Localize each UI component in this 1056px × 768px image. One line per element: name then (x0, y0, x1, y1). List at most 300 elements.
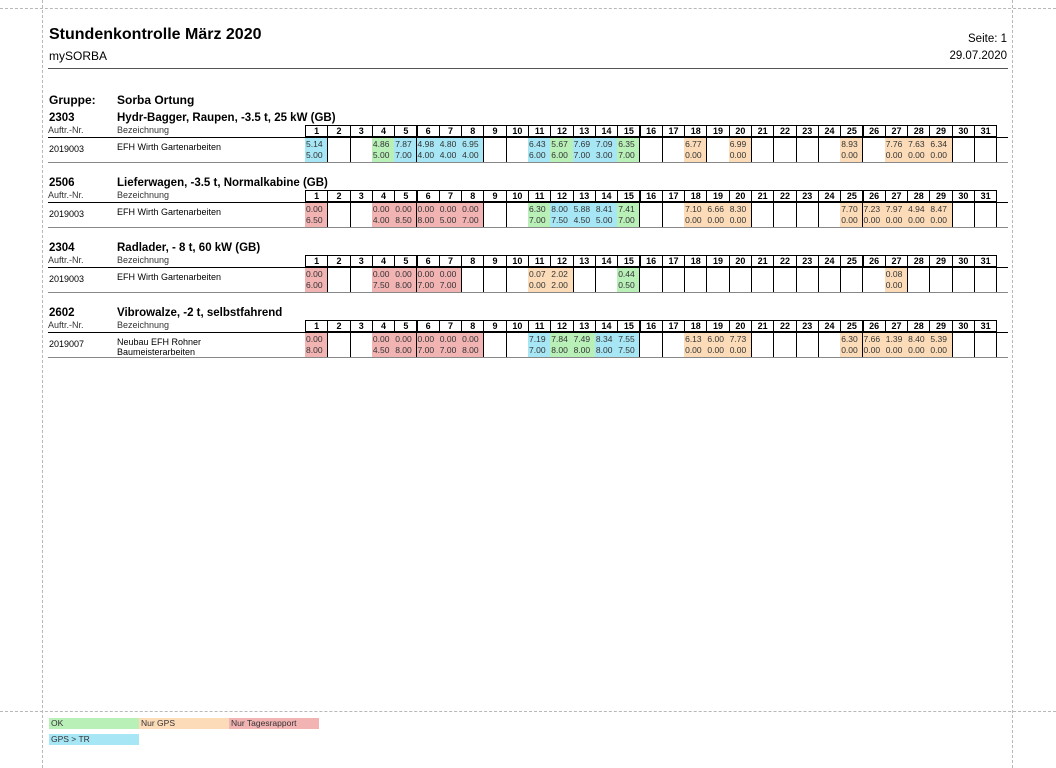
report-hours: 0.00 (863, 345, 881, 355)
day-cell (706, 203, 729, 227)
report-subtitle: mySORBA (49, 49, 108, 63)
report-hours: 0.00 (930, 150, 947, 160)
day-header: 7 (439, 320, 462, 332)
day-cell (417, 268, 440, 292)
day-cell (394, 333, 417, 357)
gps-hours: 0.00 (439, 269, 457, 279)
day-cell (840, 268, 863, 292)
report-hours: 8.00 (395, 280, 412, 290)
gps-hours: 6.30 (529, 204, 546, 214)
day-cell (439, 203, 462, 227)
day-header: 3 (350, 320, 373, 332)
gps-hours: 0.00 (395, 204, 412, 214)
day-cell (929, 333, 952, 357)
day-header: 15 (617, 320, 640, 332)
gps-hours: 0.00 (372, 204, 390, 214)
gps-hours: 0.00 (439, 204, 457, 214)
day-cell (863, 333, 886, 357)
day-header: 16 (640, 190, 663, 202)
day-header: 31 (974, 190, 997, 202)
day-cell (684, 203, 707, 227)
day-cell (439, 333, 462, 357)
gps-hours: 0.00 (395, 269, 412, 279)
report-hours: 6.00 (551, 150, 568, 160)
day-header: 16 (640, 320, 663, 332)
gps-hours: 0.00 (372, 269, 390, 279)
description-line: EFH Wirth Gartenarbeiten (117, 272, 222, 282)
gps-hours: 7.19 (529, 334, 546, 344)
day-cell (417, 333, 440, 357)
report-hours: 7.00 (618, 215, 635, 225)
day-cell (573, 138, 596, 162)
day-header: 18 (684, 190, 707, 202)
gps-hours: 4.86 (372, 139, 390, 149)
day-header: 11 (528, 255, 551, 267)
day-header: 17 (662, 255, 685, 267)
legend-gps-only: Nur GPS (139, 718, 229, 729)
gps-hours: 6.66 (707, 204, 724, 214)
day-header: 31 (974, 125, 997, 137)
day-header: 7 (439, 125, 462, 137)
report-hours: 0.00 (885, 345, 903, 355)
description-line: Neubau EFH Rohner (117, 337, 202, 347)
header-divider (48, 68, 1008, 69)
row-bottom-rule (48, 357, 1008, 358)
day-cell (818, 203, 841, 227)
report-hours: 0.00 (885, 280, 903, 290)
day-header: 13 (573, 190, 596, 202)
day-cell (662, 203, 685, 227)
day-header: 17 (662, 190, 685, 202)
gps-hours: 7.63 (908, 139, 925, 149)
gps-hours: 0.07 (529, 269, 546, 279)
report-hours: 2.00 (551, 280, 568, 290)
day-cell (595, 333, 618, 357)
day-header: 18 (684, 320, 707, 332)
day-cell (350, 203, 373, 227)
day-header: 8 (461, 320, 484, 332)
day-cell (528, 138, 551, 162)
day-cell (350, 268, 373, 292)
day-cell (305, 138, 328, 162)
day-cell (372, 268, 395, 292)
day-header: 19 (706, 255, 729, 267)
day-header: 22 (773, 320, 796, 332)
day-cell (818, 333, 841, 357)
day-cell (483, 268, 506, 292)
page-margin-left (42, 0, 43, 768)
day-header: 5 (394, 255, 417, 267)
day-header: 21 (751, 255, 774, 267)
report-hours: 7.50 (372, 280, 390, 290)
gps-hours: 0.00 (306, 269, 323, 279)
day-cell (327, 203, 350, 227)
gps-hours: 1.39 (885, 334, 903, 344)
day-header: 29 (929, 320, 952, 332)
day-header: 9 (483, 125, 506, 137)
day-header: 3 (350, 125, 373, 137)
day-header: 7 (439, 255, 462, 267)
gps-hours: 0.00 (417, 334, 435, 344)
day-cell (573, 203, 596, 227)
day-cell (885, 138, 908, 162)
day-cell (550, 268, 573, 292)
day-cell (907, 203, 930, 227)
day-cell (640, 138, 663, 162)
day-header: 2 (327, 125, 350, 137)
day-header: 26 (863, 255, 886, 267)
day-cell (684, 268, 707, 292)
day-header: 8 (461, 255, 484, 267)
report-hours: 7.00 (439, 280, 457, 290)
report-hours: 8.00 (462, 345, 479, 355)
gps-hours: 8.93 (841, 139, 858, 149)
day-header: 28 (907, 190, 930, 202)
day-header: 25 (840, 255, 863, 267)
day-header: 23 (796, 190, 819, 202)
page-number: Seite: 1 (968, 33, 1007, 45)
machine-block (48, 242, 1008, 302)
report-hours: 8.00 (595, 345, 613, 355)
day-header: 31 (974, 320, 997, 332)
gps-hours: 6.95 (462, 139, 479, 149)
day-cell (751, 203, 774, 227)
day-header: 20 (729, 320, 752, 332)
gps-hours: 7.97 (885, 204, 903, 214)
day-header: 20 (729, 190, 752, 202)
day-cell (974, 138, 997, 162)
day-cell (417, 138, 440, 162)
report-hours: 0.00 (729, 215, 747, 225)
day-cell (417, 203, 440, 227)
day-header: 1 (305, 125, 328, 137)
day-header: 24 (818, 125, 841, 137)
gps-hours: 7.87 (395, 139, 412, 149)
gps-hours: 5.67 (551, 139, 568, 149)
report-hours: 0.00 (930, 215, 947, 225)
legend-tr-only: Nur Tagesrapport (229, 718, 319, 729)
day-cell (885, 268, 908, 292)
day-header: 10 (506, 190, 529, 202)
day-cell (684, 333, 707, 357)
day-cell (840, 333, 863, 357)
day-cell (595, 268, 618, 292)
row-bottom-rule (48, 162, 1008, 163)
day-header: 19 (706, 190, 729, 202)
day-cell (907, 333, 930, 357)
day-header: 19 (706, 320, 729, 332)
report-hours: 8.00 (395, 345, 412, 355)
day-header: 24 (818, 255, 841, 267)
gps-hours: 7.76 (885, 139, 903, 149)
day-cell (640, 268, 663, 292)
day-header: 22 (773, 255, 796, 267)
day-header: 21 (751, 125, 774, 137)
day-header: 18 (684, 255, 707, 267)
day-header: 10 (506, 125, 529, 137)
day-cell (952, 138, 975, 162)
report-hours: 8.00 (551, 345, 568, 355)
order-description (117, 142, 221, 152)
report-hours: 0.00 (908, 215, 925, 225)
day-cell (640, 333, 663, 357)
gps-hours: 0.00 (306, 334, 323, 344)
day-header: 13 (573, 255, 596, 267)
gps-hours: 8.34 (595, 334, 613, 344)
report-hours: 5.00 (439, 215, 457, 225)
day-header: 12 (550, 255, 573, 267)
report-date: 29.07.2020 (949, 50, 1007, 62)
day-cell (706, 333, 729, 357)
report-hours: 4.50 (573, 215, 591, 225)
machine-id: 2303 (49, 112, 75, 124)
day-cell (617, 203, 640, 227)
day-header: 6 (417, 125, 440, 137)
day-cell (640, 203, 663, 227)
day-header: 23 (796, 320, 819, 332)
order-description (117, 272, 221, 282)
day-cell (506, 268, 529, 292)
day-header: 29 (929, 125, 952, 137)
report-hours: 0.00 (707, 215, 724, 225)
day-header: 3 (350, 190, 373, 202)
day-cell (662, 138, 685, 162)
day-header: 28 (907, 320, 930, 332)
gps-hours: 7.55 (618, 334, 635, 344)
day-cell (528, 333, 551, 357)
column-order-header: Auftr.-Nr. (48, 190, 84, 200)
report-hours: 7.00 (462, 215, 479, 225)
day-cell (952, 203, 975, 227)
day-header: 26 (863, 320, 886, 332)
machine-block (48, 112, 1008, 172)
day-header: 2 (327, 255, 350, 267)
day-header: 24 (818, 190, 841, 202)
report-hours: 4.00 (462, 150, 479, 160)
day-header: 26 (863, 125, 886, 137)
day-header: 23 (796, 255, 819, 267)
gps-hours: 0.00 (462, 204, 479, 214)
day-cell (729, 268, 752, 292)
report-hours: 8.00 (573, 345, 591, 355)
report-hours: 0.00 (908, 150, 925, 160)
day-header: 8 (461, 125, 484, 137)
day-cell (796, 138, 819, 162)
day-cell (550, 138, 573, 162)
day-cell (863, 138, 886, 162)
day-cell (729, 138, 752, 162)
report-hours: 6.00 (529, 150, 546, 160)
day-header: 4 (372, 320, 395, 332)
day-header: 12 (550, 320, 573, 332)
day-header: 10 (506, 320, 529, 332)
day-cell (796, 333, 819, 357)
day-cell (372, 138, 395, 162)
day-cell (461, 333, 484, 357)
day-cell (483, 138, 506, 162)
column-description-header: Bezeichnung (117, 190, 170, 200)
machine-id: 2602 (49, 307, 75, 319)
day-cell (528, 203, 551, 227)
day-header: 5 (394, 125, 417, 137)
day-header: 1 (305, 320, 328, 332)
day-cell (929, 268, 952, 292)
day-header: 14 (595, 190, 618, 202)
day-header: 2 (327, 320, 350, 332)
gps-hours: 8.41 (595, 204, 613, 214)
day-header: 14 (595, 125, 618, 137)
report-hours: 0.00 (885, 215, 903, 225)
day-header: 6 (417, 320, 440, 332)
report-hours: 0.00 (707, 345, 724, 355)
day-header: 1 (305, 255, 328, 267)
report-title: Stundenkontrolle März 2020 (49, 26, 262, 43)
day-cell (595, 138, 618, 162)
gps-hours: 7.70 (841, 204, 858, 214)
column-description-header: Bezeichnung (117, 255, 170, 265)
group-name: Sorba Ortung (117, 93, 195, 107)
report-hours: 4.00 (372, 215, 390, 225)
gps-hours: 7.73 (729, 334, 747, 344)
report-hours: 0.00 (529, 280, 546, 290)
day-header: 21 (751, 190, 774, 202)
day-header: 17 (662, 320, 685, 332)
order-number: 2019003 (49, 274, 85, 284)
day-header: 31 (974, 255, 997, 267)
day-header: 16 (640, 255, 663, 267)
report-hours: 8.00 (417, 215, 435, 225)
gps-hours: 6.13 (685, 334, 702, 344)
day-cell (751, 138, 774, 162)
day-header: 15 (617, 125, 640, 137)
gps-hours: 0.44 (618, 269, 635, 279)
day-cell (528, 268, 551, 292)
day-cell (573, 333, 596, 357)
day-header: 22 (773, 190, 796, 202)
day-cell (952, 268, 975, 292)
gps-hours: 7.69 (573, 139, 591, 149)
day-header: 20 (729, 125, 752, 137)
report-hours: 8.50 (395, 215, 412, 225)
day-header: 2 (327, 190, 350, 202)
day-cell (350, 333, 373, 357)
day-cell (885, 333, 908, 357)
day-header: 28 (907, 125, 930, 137)
day-cell (885, 203, 908, 227)
day-cell (684, 138, 707, 162)
machine-name: Lieferwagen, -3.5 t, Normalkabine (GB) (117, 177, 328, 189)
day-cell (506, 333, 529, 357)
day-cell (327, 268, 350, 292)
gps-hours: 7.84 (551, 334, 568, 344)
description-line: Baumeisterarbeiten (117, 347, 196, 357)
day-cell (595, 203, 618, 227)
legend-ok: OK (49, 718, 139, 729)
day-cell (907, 138, 930, 162)
day-header: 4 (372, 190, 395, 202)
column-order-header: Auftr.-Nr. (48, 320, 84, 330)
gps-hours: 2.02 (551, 269, 568, 279)
day-cell (729, 333, 752, 357)
order-number: 2019007 (49, 339, 85, 349)
day-header: 15 (617, 255, 640, 267)
report-hours: 0.00 (685, 150, 702, 160)
day-header: 6 (417, 190, 440, 202)
day-cell (550, 333, 573, 357)
day-header: 5 (394, 190, 417, 202)
gps-hours: 4.98 (417, 139, 435, 149)
day-cell (773, 268, 796, 292)
gps-hours: 4.80 (439, 139, 457, 149)
order-number: 2019003 (49, 209, 85, 219)
gps-hours: 6.34 (930, 139, 947, 149)
gps-hours: 8.00 (551, 204, 568, 214)
day-header: 14 (595, 320, 618, 332)
report-hours: 5.00 (372, 150, 390, 160)
day-header: 16 (640, 125, 663, 137)
gps-hours: 0.00 (372, 334, 390, 344)
day-header: 3 (350, 255, 373, 267)
day-cell (506, 203, 529, 227)
day-header: 27 (885, 190, 908, 202)
day-cell (662, 333, 685, 357)
page-margin-right (1012, 0, 1013, 768)
day-cell (305, 333, 328, 357)
column-order-header: Auftr.-Nr. (48, 255, 84, 265)
day-header: 27 (885, 255, 908, 267)
day-header: 14 (595, 255, 618, 267)
day-cell (840, 138, 863, 162)
day-cell (929, 138, 952, 162)
day-cell (818, 138, 841, 162)
day-header: 12 (550, 190, 573, 202)
page-margin-bottom (0, 711, 1056, 712)
day-header: 20 (729, 255, 752, 267)
report-hours: 7.00 (618, 150, 635, 160)
day-cell (662, 268, 685, 292)
report-hours: 0.50 (618, 280, 635, 290)
day-header: 8 (461, 190, 484, 202)
day-header: 5 (394, 320, 417, 332)
report-hours: 0.00 (729, 345, 747, 355)
report-hours: 5.00 (595, 215, 613, 225)
day-header: 9 (483, 190, 506, 202)
gps-hours: 6.43 (529, 139, 546, 149)
machine-block (48, 177, 1008, 237)
day-cell (706, 138, 729, 162)
day-cell (617, 333, 640, 357)
day-cell (305, 268, 328, 292)
day-cell (439, 268, 462, 292)
day-cell (439, 138, 462, 162)
report-hours: 5.00 (306, 150, 323, 160)
day-header: 21 (751, 320, 774, 332)
report-hours: 0.00 (685, 345, 702, 355)
day-cell (840, 203, 863, 227)
day-header: 25 (840, 190, 863, 202)
day-header: 30 (952, 320, 975, 332)
gps-hours: 7.41 (618, 204, 635, 214)
gps-hours: 0.00 (395, 334, 412, 344)
report-hours: 3.00 (595, 150, 613, 160)
description-line: EFH Wirth Gartenarbeiten (117, 142, 222, 152)
report-hours: 4.50 (372, 345, 390, 355)
gps-hours: 0.00 (417, 204, 435, 214)
day-cell (907, 268, 930, 292)
gps-hours: 0.00 (439, 334, 457, 344)
report-hours: 7.50 (618, 345, 635, 355)
group-label: Gruppe: (49, 93, 96, 107)
